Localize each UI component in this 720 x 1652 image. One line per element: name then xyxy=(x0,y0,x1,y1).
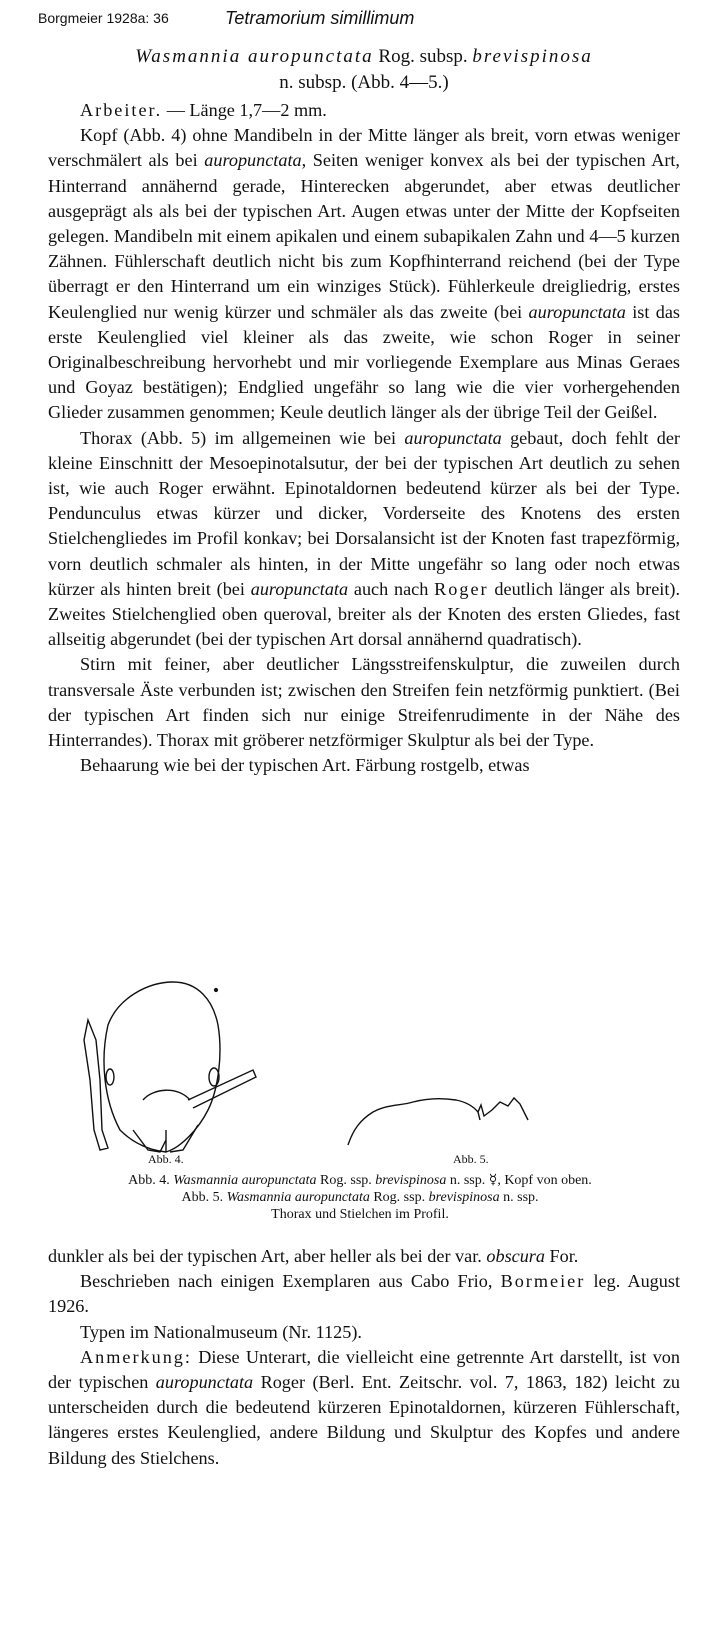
anmerkung-text-a: Diese Unterart, die vielleicht eine getrennte Art darstellt, ist von der typischen xyxy=(48,1346,680,1393)
cap1-b: Rog. ssp. xyxy=(320,1173,372,1188)
caption-line-3: Thorax und Stielchen im Profil. xyxy=(271,1207,449,1222)
kopf-italic-2: auropunctata xyxy=(528,301,626,322)
figure-area xyxy=(48,980,680,1170)
paragraph-behaarung: Behaarung wie bei der typischen Art. Färbung rostgelb, etwas xyxy=(80,755,530,776)
caption-line-1 xyxy=(30,1172,690,1189)
title-author: Rog. subsp. xyxy=(378,46,468,67)
taxon-header: Tetramorium simillimum xyxy=(225,8,415,28)
dunkler-text-a: dunkler als bei der typischen Art, aber heller als bei der var. xyxy=(48,1246,487,1266)
cap1-italic-2: brevispinosa xyxy=(375,1173,447,1188)
thorax-text-d: deutlich länger als breit). Zweites Stielchenglied oben queroval, breiter als der Knoten des ersten Gliedes, fast allseitig abgerundet (bei der typischen Art dorsal annähernd quadratisch). xyxy=(48,578,680,650)
paragraph-beschrieben xyxy=(48,1269,680,1319)
title-line2: n. subsp. (Abb. 4—5.) xyxy=(279,72,449,93)
paragraph-stirn: Stirn mit feiner, aber deutlicher Längsstreifenskulptur, die zuweilen durch transversale Äste verbunden ist; zwischen den Streifen fein netzförmig punktiert. (Bei der typischen Art finden sich nur einige Streifenrudimente in der Nähe des Hinterrandes). Thorax mit gröberer netzförmiger Skulptur als bei der Type. xyxy=(48,654,680,751)
caption-line-2 xyxy=(30,1189,690,1206)
cap1-a: Abb. 4. xyxy=(128,1173,170,1188)
title-genus-species: Wasmannia auropunctata xyxy=(135,46,374,67)
thorax-italic-1: auropunctata xyxy=(404,427,502,448)
thorax-roger: Roger xyxy=(434,578,489,599)
paragraph-dunkler xyxy=(48,1244,680,1269)
thorax-text-c: auch nach xyxy=(348,578,435,599)
arbeiter-length: — Länge 1,7—2 mm. xyxy=(162,100,327,120)
anmerkung-text-b: Roger (Berl. Ent. Zeitschr. vol. 7, 1863, 182) leicht zu unterscheiden durch die bedeutend kürzeren Epinotaldornen, kürzeren Fühlerschaft, längeres erstes Keulenglied, andere Bildung und Skulptur des Kopfes und andere Bildung des Stielchens. xyxy=(48,1372,680,1468)
fig5-thorax-drawing xyxy=(348,1098,528,1145)
dunkler-italic: obscura xyxy=(486,1246,545,1266)
anmerkung-italic: auropunctata xyxy=(155,1372,254,1393)
fig5-label: Abb. 5. xyxy=(453,1152,489,1166)
thorax-text-a: Thorax (Abb. 5) im allgemeinen wie bei xyxy=(80,427,405,448)
cap2-c: n. ssp. xyxy=(503,1190,539,1205)
paragraph-arbeiter xyxy=(48,98,680,123)
paragraph-kopf xyxy=(48,123,680,425)
kopf-text-c: ist das erste Keulenglied viel kleiner als das zweite, wie schon Roger in seiner Originalbeschreibung hervorhebt und mir vorliegende Exemplare aus Minas Geraes und Goyaz bestätigen); Endglied ungefähr so lang wie die vier vorhergehenden Glieder zusammen genommen; Keule deutlich länger als der übrige Teil der Geißel. xyxy=(48,301,680,423)
cap2-a: Abb. 5. xyxy=(181,1190,224,1205)
species-title xyxy=(48,44,680,96)
fig4-label: Abb. 4. xyxy=(148,1152,184,1166)
cap2-italic-2: brevispinosa xyxy=(428,1190,500,1205)
paragraph-anmerkung xyxy=(48,1345,680,1471)
body-bottom xyxy=(48,1244,680,1471)
figure-caption xyxy=(30,1172,690,1223)
cap1-c: n. ssp. ☿, Kopf von oben. xyxy=(449,1173,592,1188)
kopf-text-b: , Seiten weniger konvex als bei der typischen Art, Hinterrand annähernd gerade, Hinterecken abgerundet, aber etwas deutlicher ausgeprägt als als bei der typischen Art. Augen etwas unter der Mitte der Kopfseiten gelegen. Mandibeln mit einem apikalen und einem subapikalen Zahn und 4—5 kurzen Zähnen. Fühlerschaft deutlich nicht bis zum Kopfhinterrand reichend (bei der Type überragt er den Hinterrand um ein winziges Stück). Fühlerkeule dreigliedrig, erstes Keulenglied nur wenig kürzer und schmäler als das zweite (bei xyxy=(48,150,680,322)
beschrieben-text-a: Beschrieben nach einigen Exemplaren aus Cabo Frio, xyxy=(80,1271,501,1292)
beschrieben-collector: Bormeier xyxy=(500,1271,586,1292)
fig4-head-drawing xyxy=(84,982,256,1152)
paragraph-typen: Typen im Nationalmuseum (Nr. 1125). xyxy=(80,1321,362,1342)
figure-drawings xyxy=(48,980,680,1170)
body-top xyxy=(48,98,680,778)
arbeiter-label: Arbeiter. xyxy=(80,100,163,120)
paragraph-thorax xyxy=(48,426,680,653)
anmerkung-label: Anmerkung: xyxy=(80,1346,192,1367)
cap1-italic: Wasmannia auropunctata xyxy=(173,1173,317,1188)
citation-header: Borgmeier 1928a: 36 xyxy=(38,10,169,26)
title-subspecies: brevispinosa xyxy=(472,46,593,67)
beschrieben-text-b: leg. August 1926. xyxy=(48,1271,680,1317)
cap2-italic: Wasmannia auropunctata xyxy=(226,1190,370,1205)
thorax-italic-2: auropunctata xyxy=(250,578,349,599)
dunkler-text-b: For. xyxy=(544,1246,579,1266)
thorax-text-b: gebaut, doch fehlt der kleine Einschnitt der Mesoepinotalsutur, der bei der typischen Art deutlich zu sehen ist, wie auch Roger erwähnt. Epinotaldornen bedeutend kürzer als bei der Type. Pendunculus etwas kürzer und dicker, Vorderseite des Knotens des ersten Stielchengliedes im Profil konkav; bei Dorsalansicht ist der Knoten fast trapezförmig, vorn deutlich schmaler als hinten, in der Mitte ungefähr so lang oder noch etwas kürzer als hinten breit (bei xyxy=(48,427,680,599)
kopf-italic-1: auropunctata xyxy=(204,150,302,171)
cap2-b: Rog. ssp. xyxy=(373,1190,426,1205)
kopf-text-a: Kopf (Abb. 4) ohne Mandibeln in der Mitte länger als breit, vorn etwas weniger verschmälert als bei xyxy=(48,125,680,171)
